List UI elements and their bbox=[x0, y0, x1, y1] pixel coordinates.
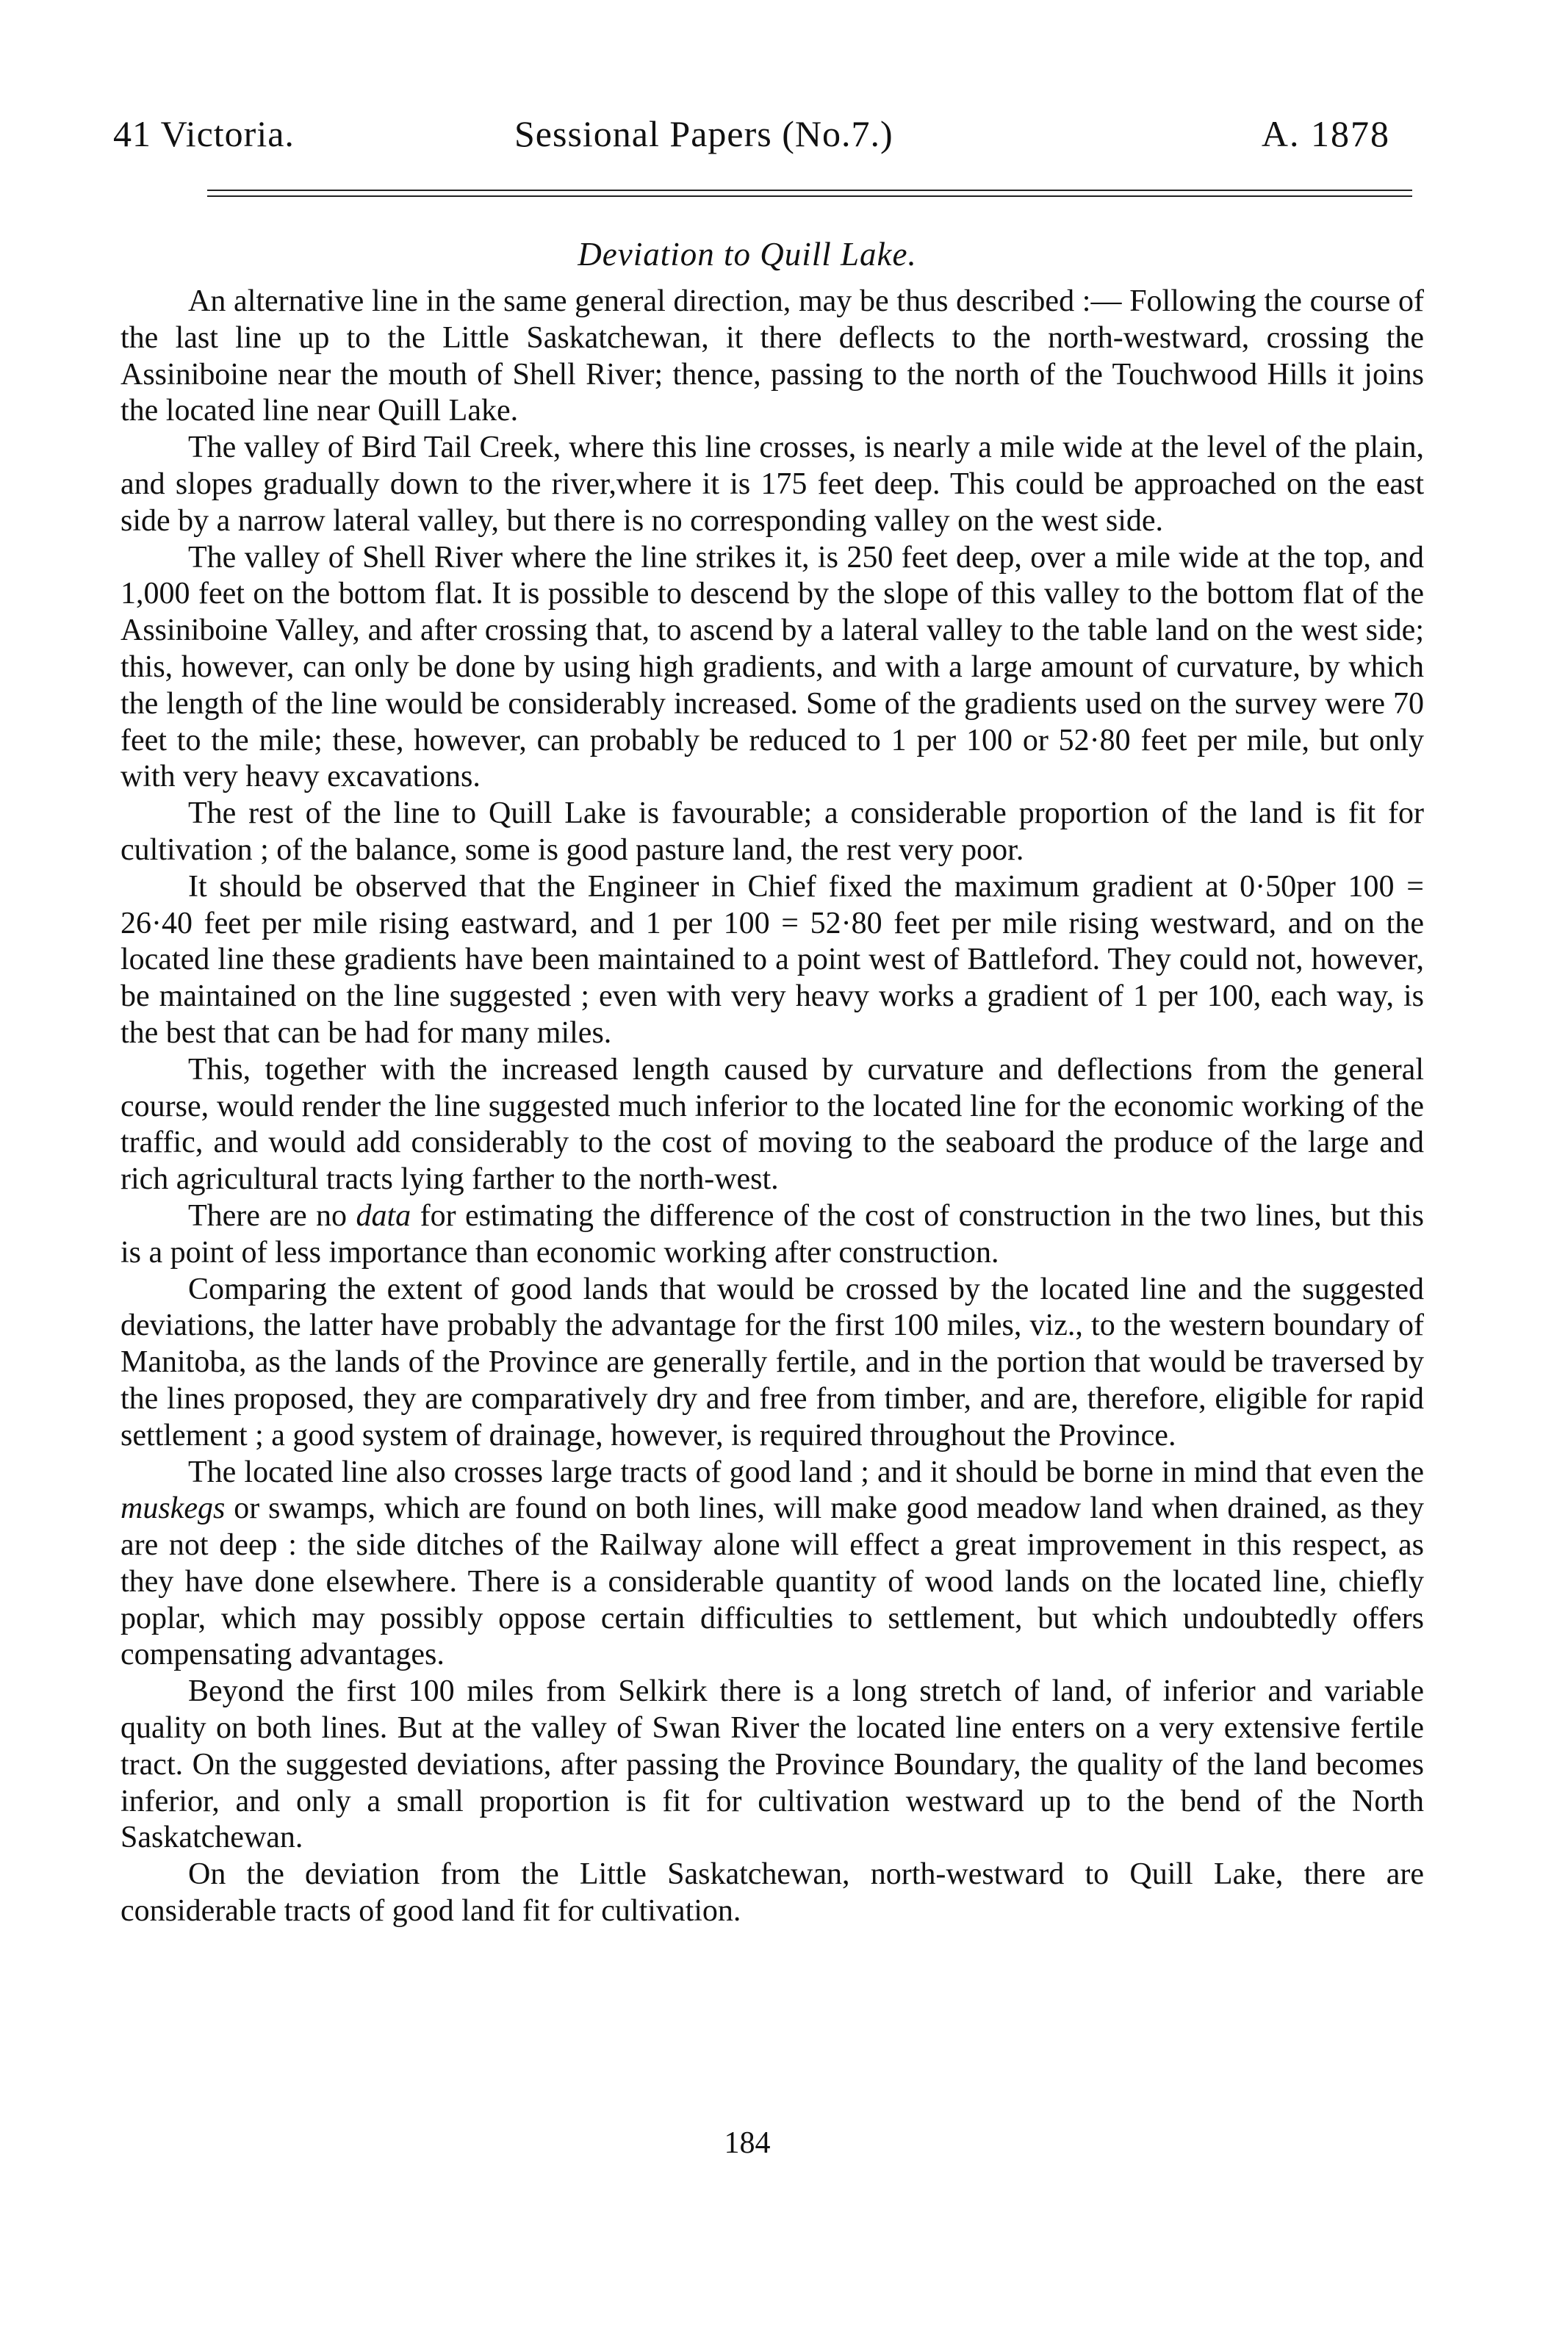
paragraph: Beyond the first 100 miles from Selkirk there is a long stretch of land, of inferior and variable quality on both lines. But at the valley of Swan River the located line enters on a very extensive fertile tract. On the suggested deviations, after passing the Province Boundary, the quality of the land becomes inferior, and only a small proportion is fit for cultivation westward up to the bend of the North Saskatchewan. bbox=[121, 1674, 1424, 1855]
paragraph-data bbox=[121, 1198, 1424, 1272]
page-number: 184 bbox=[724, 2126, 771, 2160]
paragraph-muskegs bbox=[121, 1455, 1424, 1674]
paragraph-text: or swamps, which are found on both lines, will make good meadow land when drained, as they are not deep : the side ditches of the Railway alone will effect a great improvement in this respect, as they have done elsewhere. There is a considerable quantity of wood lands on the located line, chiefly poplar, which may possibly oppose certain difficulties to settlement, but which undoubtedly offers compensating advantages. bbox=[121, 1491, 1424, 1672]
paragraph: This, together with the increased length caused by curvature and deflections from the general course, would render the line suggested much inferior to the located line for the economic working of the traffic, and would add considerably to the cost of moving to the seaboard the produce of the large and rich agricultural tracts lying farther to the north-west. bbox=[121, 1052, 1424, 1197]
paragraph-text: There are no bbox=[188, 1198, 356, 1233]
italic-term: muskegs bbox=[121, 1491, 226, 1526]
header-session: 41 Victoria. bbox=[113, 113, 295, 154]
header-rule-bottom bbox=[207, 195, 1412, 197]
paragraph-text: for estimating the difference of the cost of construction in the two lines, but this is a point of less importance than economic working after construction. bbox=[121, 1198, 1424, 1270]
paragraph: The rest of the line to Quill Lake is favourable; a considerable proportion of the land is fit for cultivation ; of the balance, some is good pasture land, the rest very poor. bbox=[121, 796, 1424, 867]
italic-term: data bbox=[356, 1198, 411, 1233]
paragraph: On the deviation from the Little Saskatchewan, north-westward to Quill Lake, there are considerable tracts of good land fit for cultivation. bbox=[121, 1857, 1424, 1929]
paragraph: Comparing the extent of good lands that would be crossed by the located line and the suggested deviations, the latter have probably the advantage for the first 100 miles, viz., to the western boundary of Manitoba, as the lands of the Province are generally fertile, and in the portion that would be traversed by the lines proposed, they are comparatively dry and free from timber, and are, therefore, eligible for rapid settlement ; a good system of drainage, however, is required throughout the Province. bbox=[121, 1272, 1424, 1453]
paragraph: The valley of Bird Tail Creek, where this line crosses, is nearly a mile wide at the level of the plain, and slopes gradually down to the river,where it is 175 feet deep. This could be approached on the east side by a narrow lateral valley, but there is no corresponding valley on the west side. bbox=[121, 431, 1424, 538]
header-rule-top bbox=[207, 190, 1412, 191]
header-year: A. 1878 bbox=[1261, 113, 1390, 154]
paragraph-text: The located line also crosses large tracts of good land ; and it should be borne in mind that even the bbox=[188, 1455, 1424, 1489]
header-series: Sessional Papers (No.7.) bbox=[514, 113, 893, 154]
paragraph: The valley of Shell River where the line strikes it, is 250 feet deep, over a mile wide at the top, and 1,000 feet on the bottom flat. It is possible to descend by the slope of this valley to the bottom flat of the Assiniboine Valley, and after crossing that, to ascend by a lateral valley to the table land on the west side; this, however, can only be done by using high gradients, and with a large amount of curvature, by which the length of the line would be considerably increased. Some of the gradients used on the survey were 70 feet to the mile; these, however, can probably be reduced to 1 per 100 or 52·80 feet per mile, but only with very heavy excavations. bbox=[121, 540, 1424, 794]
body-text bbox=[121, 284, 1424, 1930]
paragraph: An alternative line in the same general direction, may be thus described :— Following the course of the last line up to the Little Saskatchewan, it there deflects to the north-westward, crossing the Assiniboine near the mouth of Shell River; thence, passing to the north of the Touchwood Hills it joins the located line near Quill Lake. bbox=[121, 284, 1424, 428]
paragraph: It should be observed that the Engineer in Chief fixed the maximum gradient at 0·50per 100 = 26·40 feet per mile rising eastward, and 1 per 100 = 52·80 feet per mile rising westward, and on the located line these gradients have been maintained to a point west of Battleford. They could not, however, be maintained on the line suggested ; even with very heavy works a gradient of 1 per 100, each way, is the best that can be had for many miles. bbox=[121, 869, 1424, 1050]
section-title: Deviation to Quill Lake. bbox=[578, 236, 917, 273]
running-header bbox=[113, 112, 1390, 156]
